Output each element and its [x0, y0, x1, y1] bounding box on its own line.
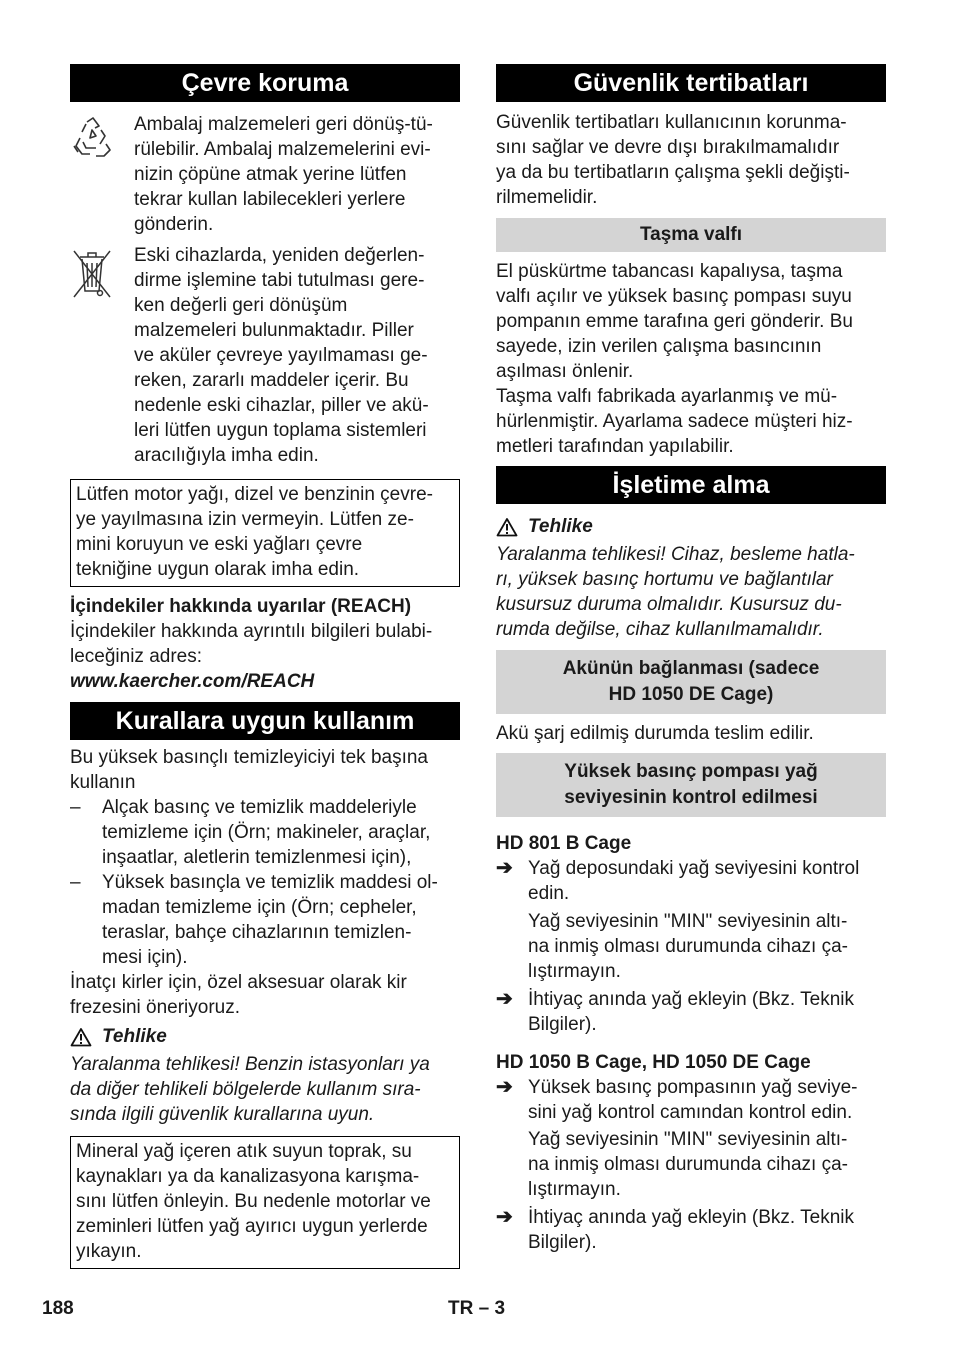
step-item — [496, 856, 886, 906]
list-item — [70, 795, 460, 870]
text-line: Güvenlik tertibatları kullanıcının korunma- — [496, 112, 847, 133]
text-line: temizleme için (Örn; makineler, araçlar, — [102, 822, 431, 843]
text-line: Ambalaj malzemeleri geri dönüş-tü- — [134, 114, 433, 135]
text-line: mesi için). — [102, 947, 188, 968]
text-line: rı, yüksek basınç hortumu ve bağlantılar — [496, 569, 833, 590]
warning-triangle-icon — [496, 517, 518, 537]
text-line: aracılığıyla imha edin. — [134, 445, 319, 466]
text-line: Yağ deposundaki yağ seviyesini kontrol — [528, 858, 860, 879]
text-line: Yağ seviyesinin "MIN" seviyesinin altı- — [528, 911, 848, 932]
warning-triangle-icon — [70, 1027, 92, 1047]
text-line: rilmemelidir. — [496, 187, 598, 208]
subsection-title-oil-level — [496, 753, 886, 817]
text-line: Alçak basınç ve temizlik maddeleriyle — [102, 797, 417, 818]
model-title-hd801: HD 801 B Cage — [496, 833, 632, 854]
overflow-text — [496, 259, 886, 459]
text-line: leri lütfen uygun toplama sistemleri — [134, 420, 427, 441]
text-line: Yaralanma tehlikesi! Benzin istasyonları ya — [70, 1054, 430, 1075]
text-line: tekrar kullan labilecekleri yerlere — [134, 189, 406, 210]
crossed-bin-icon — [70, 243, 134, 301]
text-line: Eski cihazlarda, yeniden değerlen- — [134, 245, 425, 266]
dash-marker: – — [70, 797, 81, 818]
text-line: kusursuz duruma olmalıdır. Kusursuz du- — [496, 594, 842, 615]
text-line: rülebilir. Ambalaj malzemelerini evi- — [134, 139, 431, 160]
text-line: sini yağ kontrol camından kontrol edin. — [528, 1102, 853, 1123]
text-line: Yüksek basınçla ve temizlik maddesi ol- — [102, 872, 438, 893]
text-line: Bilgiler). — [528, 1014, 597, 1035]
arrow-icon: ➔ — [496, 1206, 513, 1228]
safety-text — [496, 110, 886, 210]
right-column — [496, 64, 886, 1255]
left-column — [70, 64, 460, 1269]
text-line: tekniğine uygun olarak imha edin. — [76, 559, 360, 580]
text-line: Akünün bağlanması (sadece — [562, 658, 820, 679]
text-line: sayede, izin verilen çalışma basıncının — [496, 336, 822, 357]
step-item — [496, 1205, 886, 1255]
text-line: sını sağlar ve devre dışı bırakılmamalıdır — [496, 137, 840, 158]
weee-text — [134, 243, 460, 468]
text-line: Lütfen motor yağı, dizel ve benzinin çevre- — [76, 484, 433, 505]
text-line: da diğer tehlikeli bölgelerde kullanım sıra- — [70, 1079, 421, 1100]
dash-marker: – — [70, 872, 81, 893]
text-line: na inmiş olması durumunda cihazı ça- — [528, 1154, 848, 1175]
page-number: 188 — [42, 1298, 74, 1319]
text-line: İçindekiler hakkında ayrıntılı bilgileri bulabi- — [70, 621, 433, 642]
text-line: rumda değilse, cihaz kullanılmamalıdır. — [496, 619, 824, 640]
text-line: leceğiniz adres: — [70, 646, 203, 667]
danger-label: Tehlike — [102, 1026, 167, 1047]
text-line: sında ilgili güvenlik kurallarına uyun. — [70, 1104, 375, 1125]
text-line: ya da bu tertibatların çalışma şekli değişti- — [496, 162, 850, 183]
section-title-environment: Çevre koruma — [70, 64, 460, 102]
text-line: frezesini öneriyoruz. — [70, 997, 241, 1018]
recycle-icon — [70, 112, 134, 160]
text-line: na inmiş olması durumunda cihazı ça- — [528, 936, 848, 957]
text-line: kaynakları ya da kanalizasyona karışma- — [76, 1166, 420, 1187]
text-line: malzemeleri bulunmaktadır. Piller — [134, 320, 414, 341]
danger-text — [496, 542, 886, 642]
reach-link[interactable]: www.kaercher.com/REACH — [70, 671, 315, 692]
text-line: nizin çöpüne atmak yerine lütfen — [134, 164, 407, 185]
text-line: reken, zararlı maddeler içerir. Bu — [134, 370, 409, 391]
danger-heading — [496, 514, 886, 539]
text-line: valfı açılır ve yüksek basınç pompası suyu — [496, 286, 852, 307]
recycle-text — [134, 112, 460, 237]
text-line: sını lütfen önleyin. Bu nedenle motorlar ve — [76, 1191, 431, 1212]
arrow-icon: ➔ — [496, 1076, 513, 1098]
battery-text: Akü şarj edilmiş durumda teslim edilir. — [496, 723, 814, 744]
subsection-title-battery — [496, 650, 886, 714]
text-line: Bu yüksek basınçlı temizleyiciyi tek başına — [70, 747, 428, 768]
reach-title: İçindekiler hakkında uyarılar (REACH) — [70, 596, 412, 617]
step-item — [496, 987, 886, 1037]
text-line: Yüksek basınç pompasının yağ seviye- — [528, 1077, 858, 1098]
text-line: HD 1050 DE Cage) — [608, 684, 774, 705]
text-line: İhtiyaç anında yağ ekleyin (Bkz. Teknik — [528, 1207, 854, 1228]
text-line: aşılması önlenir. — [496, 361, 634, 382]
oil-notice-box — [70, 479, 460, 587]
text-line: Yağ seviyesinin "MIN" seviyesinin altı- — [528, 1129, 848, 1150]
text-line: kullanın — [70, 772, 136, 793]
section-title-intended-use: Kurallara uygun kullanım — [70, 702, 460, 740]
text-line: seviyesinin kontrol edilmesi — [564, 787, 818, 808]
text-line: yıkayın. — [76, 1241, 142, 1262]
danger-text — [70, 1052, 460, 1127]
text-line: lıştırmayın. — [528, 1179, 621, 1200]
step-note — [496, 909, 886, 984]
text-line: Mineral yağ içeren atık suyun toprak, su — [76, 1141, 412, 1162]
text-line: zeminleri lütfen yağ ayırıcı uygun yerlerde — [76, 1216, 428, 1237]
text-line: Bilgiler). — [528, 1232, 597, 1253]
text-line: ken değerli geri dönüşüm — [134, 295, 348, 316]
arrow-icon: ➔ — [496, 857, 513, 879]
text-line: Taşma valfı fabrikada ayarlanmış ve mü- — [496, 386, 838, 407]
text-line: Yaralanma tehlikesi! Cihaz, besleme hatla- — [496, 544, 855, 565]
model-title-hd1050: HD 1050 B Cage, HD 1050 DE Cage — [496, 1052, 811, 1073]
recycle-block — [70, 112, 460, 237]
text-line: gönderin. — [134, 214, 214, 235]
list-item — [70, 870, 460, 970]
text-line: Yüksek basınç pompası yağ — [564, 761, 818, 782]
text-line: teraslar, bahçe cihazlarının temizlen- — [102, 922, 412, 943]
text-line: lıştırmayın. — [528, 961, 621, 982]
text-line: İnatçı kirler için, özel aksesuar olarak kir — [70, 972, 407, 993]
danger-heading — [70, 1024, 460, 1049]
weee-block — [70, 243, 460, 468]
section-title-safety: Güvenlik tertibatları — [496, 64, 886, 102]
arrow-icon: ➔ — [496, 988, 513, 1010]
language-page-label: TR – 3 — [448, 1298, 506, 1319]
text-line: dirme işlemine tabi tutulması gere- — [134, 270, 425, 291]
text-line: mini koruyun ve eski yağları çevre — [76, 534, 363, 555]
text-line: ve aküler çevreye yayılmaması ge- — [134, 345, 428, 366]
subsection-title-overflow-valve: Taşma valfı — [496, 218, 886, 252]
text-line: El püskürtme tabancası kapalıysa, taşma — [496, 261, 843, 282]
wastewater-notice-box — [70, 1136, 460, 1269]
text-line: inşaatlar, aletlerin temizlenmesi için), — [102, 847, 412, 868]
section-title-startup: İşletime alma — [496, 466, 886, 504]
text-line: metleri tarafından yapılabilir. — [496, 436, 734, 457]
danger-label: Tehlike — [528, 516, 593, 537]
text-line: hürlenmiştir. Ayarlama sadece müşteri hiz- — [496, 411, 853, 432]
step-item — [496, 1075, 886, 1125]
text-line: edin. — [528, 883, 570, 904]
text-line: İhtiyaç anında yağ ekleyin (Bkz. Teknik — [528, 989, 854, 1010]
text-line: ye yayılmasına izin vermeyin. Lütfen ze- — [76, 509, 414, 530]
step-note — [496, 1127, 886, 1202]
text-line: pompanın emme tarafına geri gönderir. Bu — [496, 311, 853, 332]
text-line: madan temizleme için (Örn; cepheler, — [102, 897, 417, 918]
text-line: nedenle eski cihazlar, piller ve akü- — [134, 395, 429, 416]
